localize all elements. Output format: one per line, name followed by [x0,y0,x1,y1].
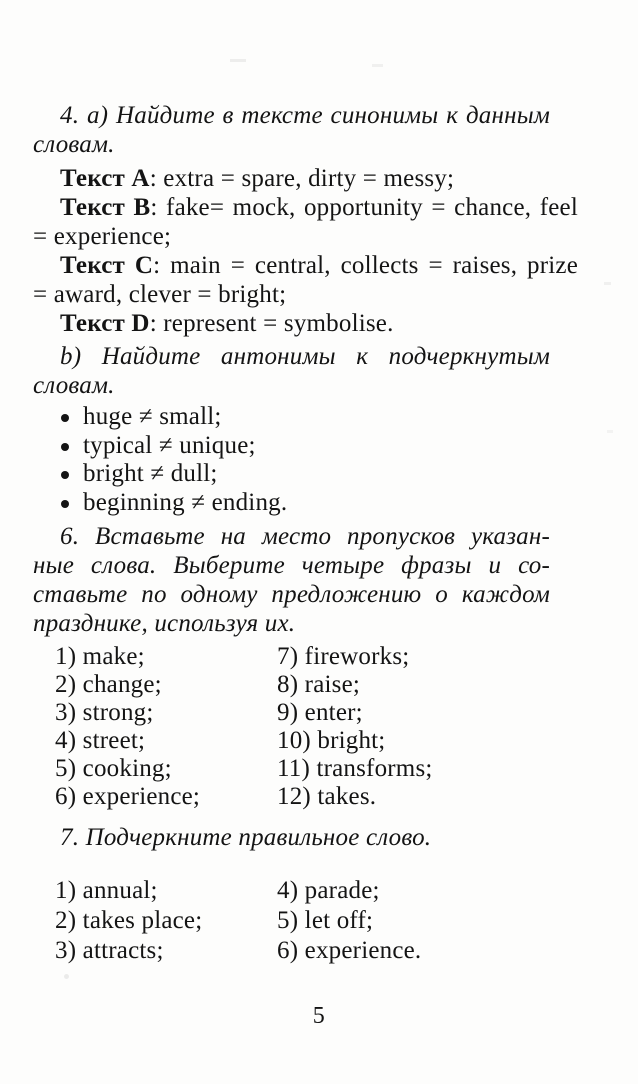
antonym-pair: beginning ≠ ending. [83,488,288,516]
exercise-4a-heading-line2: словам. [33,131,115,158]
list-item: 4) street; [55,727,146,754]
text-c-continuation: = award, clever = bright; [33,281,287,308]
text-d-line [33,309,582,338]
list-item: 5) let off; [277,907,374,934]
list-item [33,460,582,489]
word-list-right-column [277,643,433,811]
scan-speck [230,59,246,62]
word-list-right-column [277,876,421,966]
exercise-4b-heading-line1: b) Найдите антонимы к подчеркнутым [60,343,550,370]
exercise-7-word-list [33,876,582,966]
list-item: 3) attracts; [55,937,164,964]
bullet-icon [61,443,69,451]
text-a-synonyms: : extra = spare, dirty = messy; [149,165,455,192]
text-block [33,101,582,966]
exercise-7-heading: 7. Подчеркните правильное слово. [60,824,432,851]
text-b-line [33,193,578,222]
text-a-label: Текст A [60,165,150,192]
antonym-list [33,403,582,517]
text-b-continuation: = experience; [33,223,172,250]
text-b-label: Текст B [60,194,151,221]
exercise-4a-heading-line1: 4. a) Найдите в тексте синонимы к данным [60,102,550,129]
list-item: 11) transforms; [277,755,433,782]
list-item: 3) strong; [55,699,154,726]
list-item: 1) make; [55,643,145,670]
exercise-6-heading-line4: празднике, используя их. [33,610,296,637]
text-c-synonyms: : main = central, collects = raises, prize [153,252,578,279]
list-item: 4) parade; [277,877,380,904]
scan-speck [604,282,611,285]
list-item: 5) cooking; [55,755,172,782]
exercise-4b-heading [33,342,582,400]
antonym-pair: bright ≠ dull; [83,460,218,487]
exercise-4b-heading-line2: словам. [33,372,115,399]
text-d-label: Текст D [60,310,150,337]
list-item [33,489,582,518]
list-item [33,403,582,432]
list-item: 6) experience; [55,783,201,810]
page-number: 5 [312,1003,326,1029]
antonym-pair: huge ≠ small; [83,403,222,430]
scan-speck [372,64,383,67]
bullet-icon [61,471,69,479]
list-item: 2) takes place; [55,907,203,934]
list-item: 10) bright; [277,727,386,754]
exercise-6-heading-line1: 6. Вставьте на место пропусков указан- [60,523,550,550]
list-item: 6) experience. [277,937,422,964]
text-a-line [33,164,582,193]
exercise-6-heading-line3: ставьте по одному предложению о каждом [33,581,550,608]
list-item [33,432,582,461]
list-item: 8) raise; [277,671,361,698]
text-c-line [33,251,578,280]
antonym-pair: typical ≠ unique; [83,431,256,459]
scan-speck [607,430,613,433]
list-item: 12) takes. [277,783,377,810]
bullet-icon [61,414,69,422]
exercise-6-word-list [33,643,582,811]
text-b-synonyms: : fake= mock, opportunity = chance, feel [150,194,578,221]
exercise-4a-answers [33,164,582,338]
bullet-icon [61,500,69,508]
list-item: 1) annual; [55,877,158,904]
exercise-6-heading [33,522,582,638]
text-c-label: Текст C [60,252,154,279]
list-item: 9) enter; [277,699,363,726]
list-item: 7) fireworks; [277,643,410,670]
scan-speck [64,974,69,979]
text-d-synonyms: : represent = symbolise. [149,310,394,337]
list-item: 2) change; [55,671,162,698]
exercise-6-heading-line2: ные слова. Выберите четыре фразы и со- [33,552,550,579]
